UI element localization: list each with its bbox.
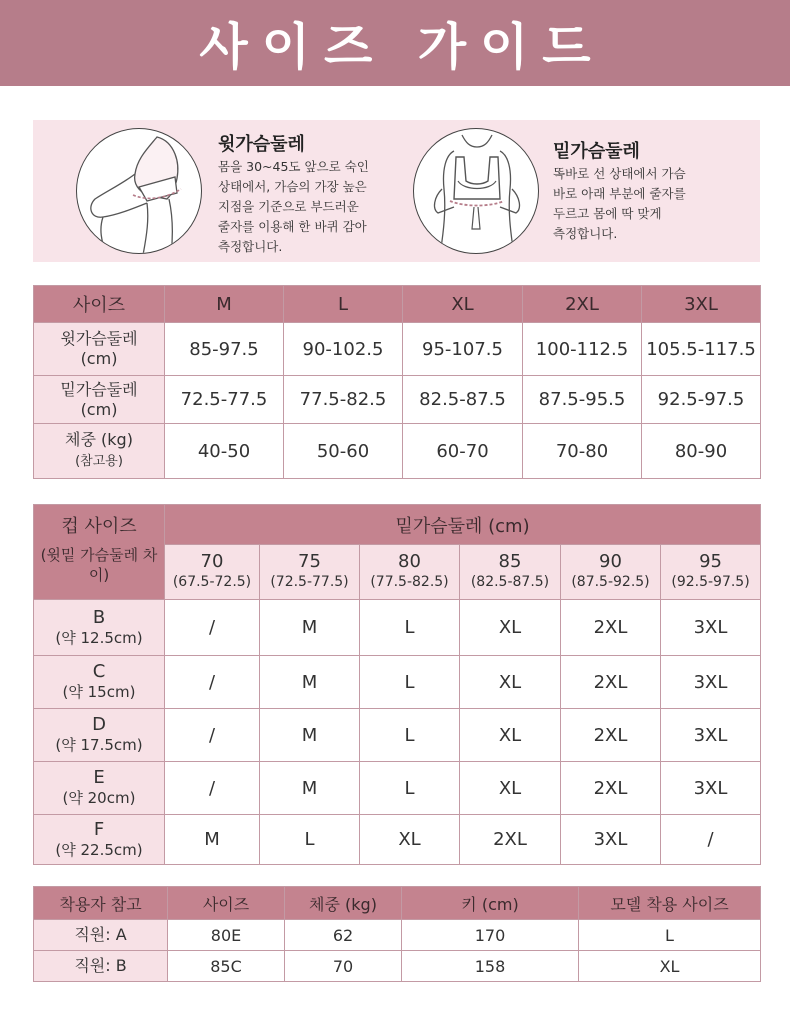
- table-row: [34, 656, 761, 709]
- table-cell: 2XL: [561, 600, 661, 656]
- under-bust-title: 밑가슴둘레: [553, 141, 640, 162]
- table-cell: L: [260, 815, 360, 865]
- table-cell: 2XL: [561, 709, 661, 762]
- table-cell: 3XL: [661, 762, 761, 815]
- table-cell: /: [165, 709, 260, 762]
- table-cell: L: [360, 709, 460, 762]
- table-cell: M: [260, 762, 360, 815]
- table-cell: 62: [285, 920, 402, 951]
- model-column-header: 사이즈: [168, 887, 285, 920]
- table-cell: 40-50: [165, 424, 284, 479]
- size-column-header: M: [165, 286, 284, 323]
- table-cell: 2XL: [561, 762, 661, 815]
- cup-size-corner-title: 컵 사이즈: [34, 505, 165, 545]
- table-cell: L: [360, 600, 460, 656]
- band-column-header: 85 (82.5-87.5): [460, 545, 561, 600]
- table-cell: XL: [460, 762, 561, 815]
- upper-bust-description: 몸을 30~45도 앞으로 숙인 상태에서, 가슴의 가장 높은 지점을 기준으로 부드러운 줄자를 이용해 한 바퀴 감아 측정합니다.: [218, 159, 369, 254]
- table-cell: XL: [460, 709, 561, 762]
- size-column-header: L: [284, 286, 403, 323]
- page-header: [0, 0, 790, 86]
- row-header: 윗가슴둘레 (cm): [34, 323, 165, 376]
- table-cell: 3XL: [661, 600, 761, 656]
- table-row: [34, 951, 761, 982]
- size-table-corner: 사이즈: [34, 286, 165, 323]
- table-cell: XL: [460, 656, 561, 709]
- table-row: [34, 600, 761, 656]
- cup-row-header: C (약 15cm): [34, 656, 165, 709]
- table-cell: 170: [402, 920, 579, 951]
- table-cell: M: [260, 600, 360, 656]
- table-cell: 92.5-97.5: [642, 376, 761, 424]
- cup-row-header: E (약 20cm): [34, 762, 165, 815]
- table-cell: 2XL: [561, 656, 661, 709]
- under-bust-description: 똑바로 선 상태에서 가슴 바로 아래 부분에 줄자를 두르고 몸에 딱 맞게 측정합니다.: [553, 166, 686, 241]
- table-cell: /: [661, 815, 761, 865]
- size-table: [33, 285, 761, 479]
- band-column-header: 70 (67.5-72.5): [165, 545, 260, 600]
- table-cell: 80-90: [642, 424, 761, 479]
- under-bust-group-header: 밑가슴둘레 (cm): [165, 505, 761, 545]
- table-cell: XL: [360, 815, 460, 865]
- row-header: 밑가슴둘레 (cm): [34, 376, 165, 424]
- table-cell: 50-60: [284, 424, 403, 479]
- table-cell: 85C: [168, 951, 285, 982]
- table-cell: 60-70: [403, 424, 523, 479]
- band-column-header: 75 (72.5-77.5): [260, 545, 360, 600]
- row-header: 체중 (kg) (참고용): [34, 424, 165, 479]
- cup-row-header: D (약 17.5cm): [34, 709, 165, 762]
- page-title: 사이즈 가이드: [199, 18, 605, 76]
- model-column-header: 키 (cm): [402, 887, 579, 920]
- table-row: [34, 709, 761, 762]
- table-cell: 158: [402, 951, 579, 982]
- table-cell: 80E: [168, 920, 285, 951]
- table-cell: XL: [460, 600, 561, 656]
- table-cell: 82.5-87.5: [403, 376, 523, 424]
- table-cell: 2XL: [460, 815, 561, 865]
- table-cell: 85-97.5: [165, 323, 284, 376]
- table-cell: L: [360, 656, 460, 709]
- model-column-header: 체중 (kg): [285, 887, 402, 920]
- table-row: [34, 815, 761, 865]
- table-row: [34, 323, 761, 376]
- table-cell: M: [165, 815, 260, 865]
- under-bust-illustration-icon: [413, 128, 539, 254]
- table-cell: 3XL: [661, 656, 761, 709]
- table-row: [34, 762, 761, 815]
- table-cell: 70-80: [523, 424, 642, 479]
- model-reference-table: [33, 886, 761, 982]
- band-column-header: 80 (77.5-82.5): [360, 545, 460, 600]
- table-cell: 87.5-95.5: [523, 376, 642, 424]
- cup-size-corner-sub: (윗밑 가슴둘레 차이): [34, 545, 165, 600]
- cup-row-header: F (약 22.5cm): [34, 815, 165, 865]
- table-cell: /: [165, 600, 260, 656]
- table-cell: L: [579, 920, 761, 951]
- band-column-header: 95 (92.5-97.5): [661, 545, 761, 600]
- row-header: 직원: A: [34, 920, 168, 951]
- table-cell: 100-112.5: [523, 323, 642, 376]
- table-row: [34, 424, 761, 479]
- table-cell: 70: [285, 951, 402, 982]
- table-cell: 3XL: [661, 709, 761, 762]
- cup-size-table: [33, 504, 761, 865]
- table-cell: /: [165, 762, 260, 815]
- size-column-header: 2XL: [523, 286, 642, 323]
- table-cell: 72.5-77.5: [165, 376, 284, 424]
- size-column-header: 3XL: [642, 286, 761, 323]
- measurement-guide: [33, 120, 760, 262]
- upper-bust-title: 윗가슴둘레: [218, 134, 305, 155]
- table-cell: 95-107.5: [403, 323, 523, 376]
- table-cell: L: [360, 762, 460, 815]
- table-cell: M: [260, 709, 360, 762]
- model-column-header: 모델 착용 사이즈: [579, 887, 761, 920]
- table-cell: 90-102.5: [284, 323, 403, 376]
- table-cell: M: [260, 656, 360, 709]
- band-column-header: 90 (87.5-92.5): [561, 545, 661, 600]
- cup-row-header: B (약 12.5cm): [34, 600, 165, 656]
- table-row: [34, 920, 761, 951]
- table-cell: 105.5-117.5: [642, 323, 761, 376]
- row-header: 직원: B: [34, 951, 168, 982]
- upper-bust-illustration-icon: [76, 128, 202, 254]
- table-cell: 3XL: [561, 815, 661, 865]
- table-row: [34, 376, 761, 424]
- table-cell: XL: [579, 951, 761, 982]
- model-column-header: 착용자 참고: [34, 887, 168, 920]
- size-column-header: XL: [403, 286, 523, 323]
- table-cell: 77.5-82.5: [284, 376, 403, 424]
- table-cell: /: [165, 656, 260, 709]
